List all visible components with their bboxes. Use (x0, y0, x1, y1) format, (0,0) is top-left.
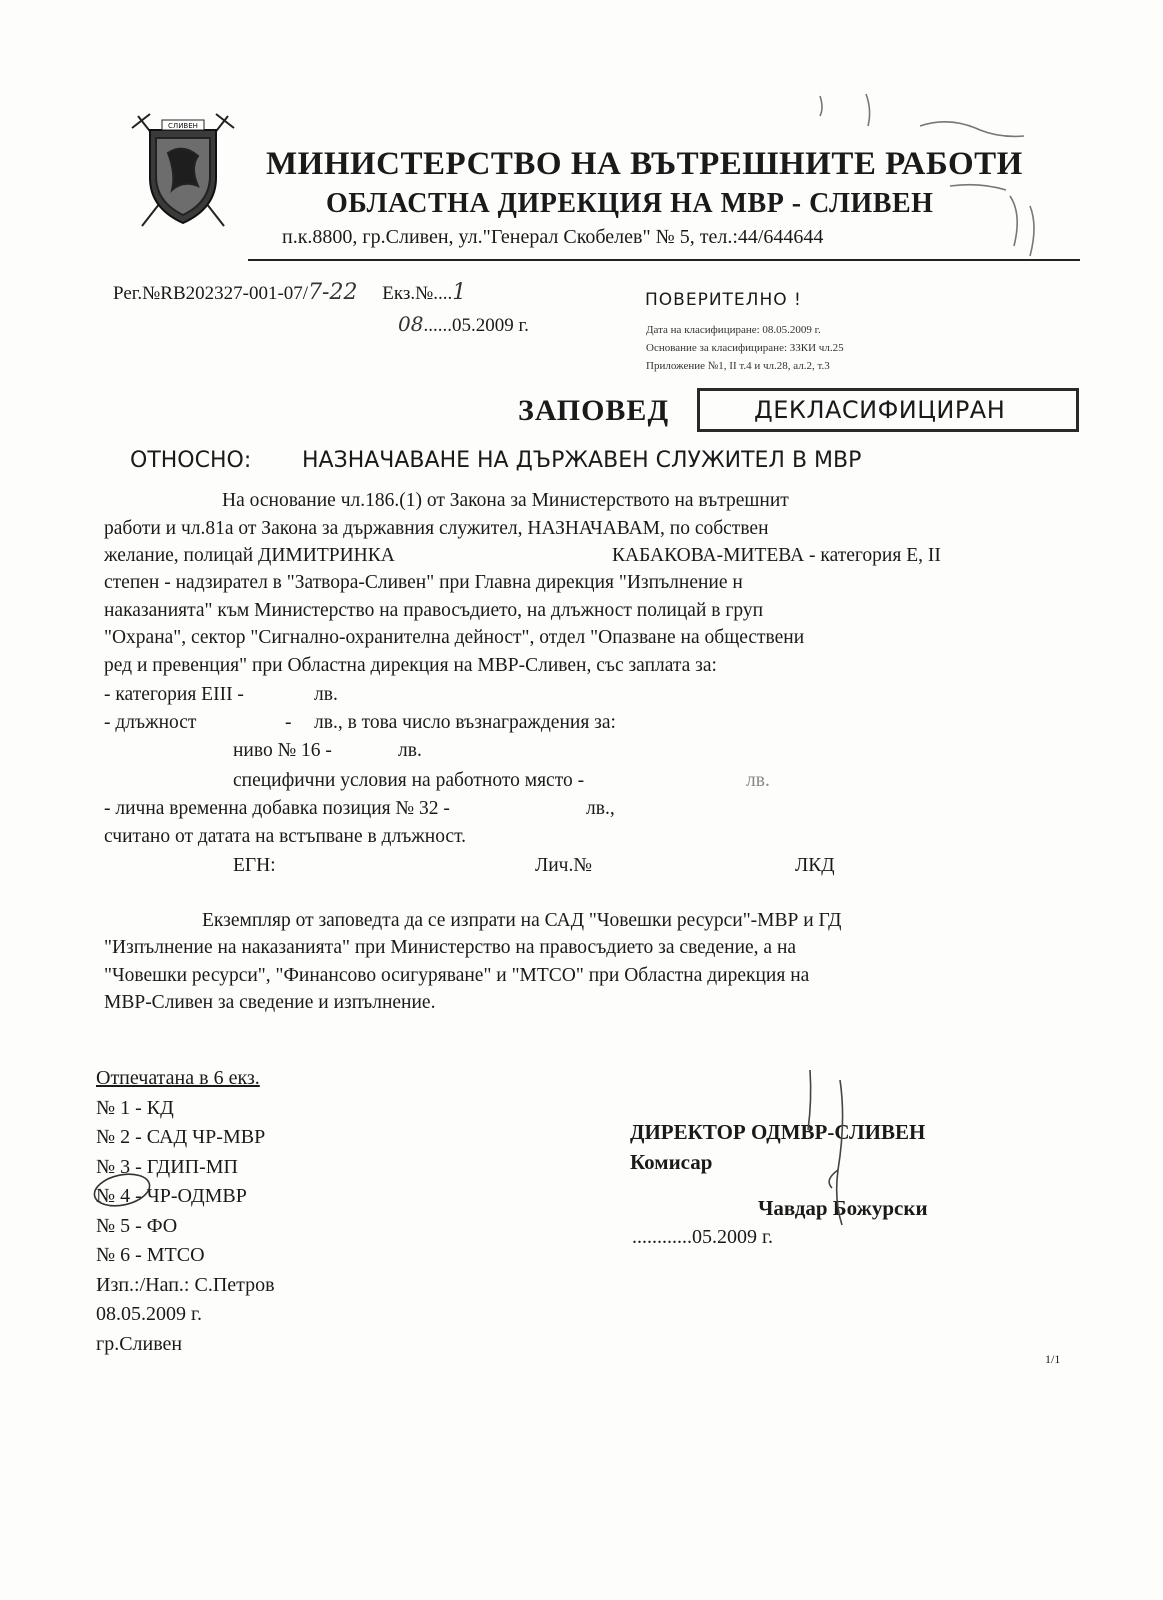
copies-item: № 4 - ЧР-ОДМВР (96, 1185, 247, 1207)
signatory-rank: Комисар (630, 1150, 713, 1174)
ministry-crest-emblem (128, 108, 238, 233)
handwritten-circle-mark (88, 1170, 158, 1210)
copies-heading: Отпечатана в 6 екз. (96, 1067, 260, 1089)
distribution-line-3: "Човешки ресурси", "Финансово осигуряване" и "МТСО" при Областна дирекция на (104, 965, 810, 986)
copies-item: № 1 - КД (96, 1096, 174, 1119)
copies-item: № 6 - МТСО (96, 1244, 205, 1266)
classification-appendix: Приложение №1, II т.4 и чл.28, ал.2, т.3 (646, 360, 830, 372)
salary-specific-unit: лв. (746, 770, 770, 791)
body-line-6: "Охрана", сектор "Сигнално-охранителна дейност", отдел "Опазване на обществени (104, 627, 805, 648)
directorate-name: ОБЛАСТНА ДИРЕКЦИЯ НА МВР - СЛИВЕН (326, 188, 934, 219)
handwritten-marks-top-right (810, 86, 1050, 266)
salary-temporary-bonus: - лична временна добавка позиция № 32 - (104, 798, 450, 819)
body-line-1: На основание чл.186.(1) от Закона за Министерството на вътрешнит (222, 490, 789, 511)
directorate-address: п.к.8800, гр.Сливен, ул."Генерал Скобелев" № 5, тел.:44/644644 (282, 226, 824, 248)
handwritten-signature (780, 1060, 900, 1230)
copies-item: № 5 - ФО (96, 1214, 178, 1237)
page-number: 1/1 (1045, 1352, 1061, 1366)
ministry-name: МИНИСТЕРСТВО НА ВЪТРЕШНИТЕ РАБОТИ (266, 146, 1023, 182)
copies-item: № 2 - САД ЧР-МВР (96, 1126, 266, 1148)
body-line-7: ред и превенция" при Областна дирекция на МВР-Сливен, със заплата за: (104, 655, 717, 676)
copies-distribution-list (96, 1064, 275, 1359)
body-line-3a: желание, полицай ДИМИТРИНКА (104, 545, 395, 566)
signature-date: ............05.2009 г. (632, 1226, 773, 1248)
registration-date-rest: ......05.2009 г. (423, 315, 529, 336)
salary-level-label: ниво № 16 - (233, 740, 332, 761)
distribution-line-2: "Изпълнение на наказанията" при Министерство на правосъдието за сведение, а на (104, 937, 797, 958)
classification-label: ПОВЕРИТЕЛНО ! (645, 290, 802, 310)
declassified-stamp-text: ДЕКЛАСИФИЦИРАН (754, 396, 1006, 424)
prepared-city: гр.Сливен (96, 1332, 183, 1355)
signatory-position: ДИРЕКТОР ОДМВР-СЛИВЕН (630, 1120, 926, 1144)
registration-number (113, 280, 466, 305)
prepared-date: 08.05.2009 г. (96, 1303, 202, 1325)
salary-position-dash: - (285, 712, 292, 733)
subject-text: НАЗНАЧАВАНЕ НА ДЪРЖАВЕН СЛУЖИТЕЛ В МВР (302, 448, 862, 473)
copy-number-label: Екз.№.... (382, 283, 453, 304)
declassified-stamp (697, 388, 1079, 432)
body-line-5: наказанията" към Министерство на правосъдието, на длъжност полицай в груп (104, 600, 764, 621)
salary-category-label: - категория ЕIII - (104, 684, 244, 705)
registration-date-handwritten-day: 08 (398, 312, 424, 336)
lkd-label: ЛКД (795, 855, 835, 876)
salary-position-label: - длъжност (104, 712, 197, 733)
salary-level-unit: лв. (398, 740, 422, 761)
salary-category-unit: лв. (314, 684, 338, 705)
registration-date (398, 312, 529, 337)
salary-temporary-unit: лв., (586, 798, 615, 819)
salary-specific-conditions: специфични условия на работното място - (233, 770, 585, 791)
egn-label: ЕГН: (233, 855, 276, 876)
subject-label: ОТНОСНО: (130, 448, 252, 473)
personal-number-label: Лич.№ (535, 855, 592, 876)
copy-number-handwritten: 1 (452, 280, 467, 305)
executor: Изп.:/Нап.: С.Петров (96, 1273, 275, 1296)
document-title: ЗАПОВЕД (518, 394, 670, 427)
body-line-3b: КАБАКОВА-МИТЕВА - категория Е, II (612, 545, 941, 566)
body-line-2: работи и чл.81а от Закона за държавния служител, НАЗНАЧАВАМ, по собствен (104, 518, 769, 539)
registration-prefix: Рег.№RB202327-001-07/ (113, 283, 309, 304)
distribution-line-4: МВР-Сливен за сведение и изпълнение. (104, 992, 436, 1013)
classification-date: Дата на класифициране: 08.05.2009 г. (646, 324, 821, 336)
effective-date-clause: считано от датата на встъпване в длъжност. (104, 826, 467, 847)
crest-label: СЛИВЕН (168, 122, 198, 130)
signatory-name: Чавдар Божурски (758, 1196, 928, 1220)
distribution-line-1: Екземпляр от заповедта да се изпрати на САД "Човешки ресурси"-МВР и ГД (202, 910, 842, 931)
copies-item: № 3 - ГДИП-МП (96, 1155, 238, 1178)
classification-basis: Основание за класифициране: ЗЗКИ чл.25 (646, 342, 844, 354)
body-line-4: степен - надзирател в "Затвора-Сливен" при Главна дирекция "Изпълнение н (104, 572, 743, 593)
registration-handwritten-number: 7-22 (308, 280, 358, 305)
salary-position-text: лв., в това число възнаграждения за: (314, 712, 616, 733)
